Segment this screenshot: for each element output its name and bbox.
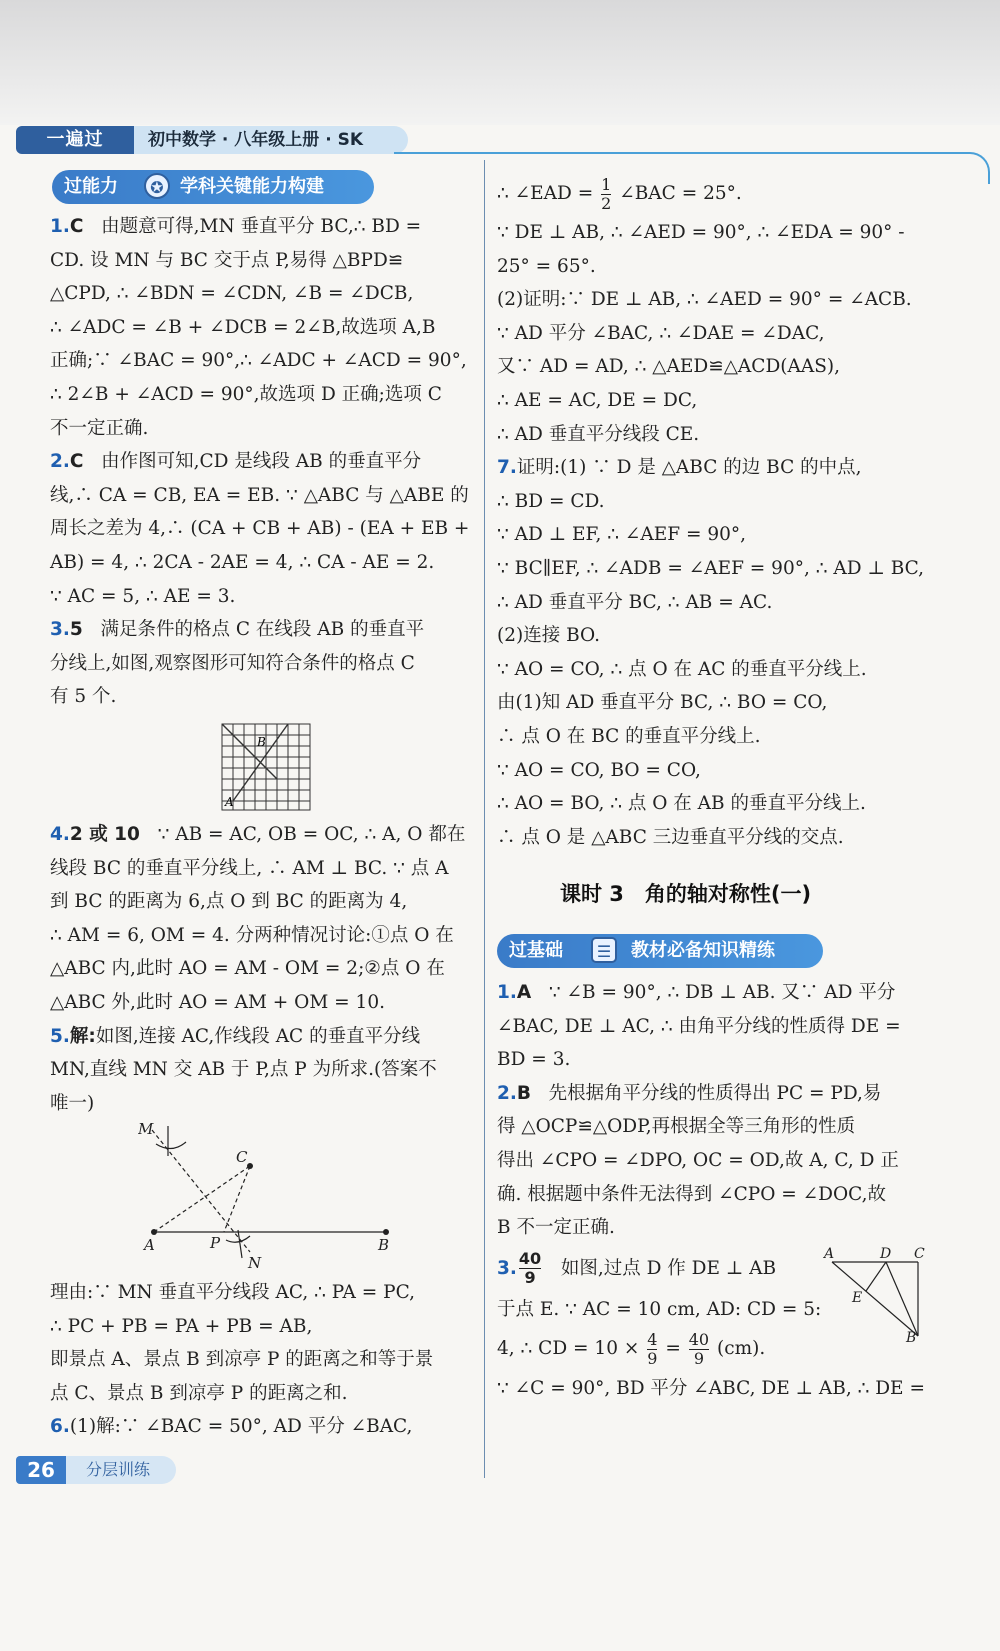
medal-icon: ✪ (144, 173, 170, 199)
q6-continue: ∴ ∠EAD = $\frac{1}{2}$ ∠BAC = 25°. (497, 174, 742, 213)
q7-line: ∵ AO = CO, ∴ 点 O 在 AC 的垂直平分线上. (497, 658, 867, 680)
basic-question-2: 2.B 先根据角平分线的性质得出 PC = PD,易 得 △OCP≌△ODP,再根据全等三角形的性质 得出 ∠CPO = ∠DPO, OC = OD,故 A, C, D 正 确. 根据题中条件无法得到 ∠CPO = ∠DOC,故 B 不一定正确. (497, 1077, 927, 1245)
b1-line: ∠BAC, DE ⊥ AC, ∴ 由角平分线的性质得 DE = (497, 1015, 901, 1037)
q7-line: ∴ AO = BO, ∴ 点 O 在 AB 的垂直平分线上. (497, 793, 866, 815)
fig5-label-n: N (248, 1254, 262, 1272)
b2-line: 得 △OCP≌△ODP,再根据全等三角形的性质 (497, 1116, 856, 1138)
b2-line: 确. 根据题中条件无法得到 ∠CPO = ∠DOC,故 (497, 1183, 887, 1205)
section-banner-ability (52, 170, 374, 204)
q6-line: ∴ AD 垂直平分线段 CE. (497, 423, 700, 445)
question-7: 7.证明:(1) ∵ D 是 △ABC 的边 BC 的中点, ∴ BD = CD. ∵ AD ⊥ EF, ∴ ∠AEF = 90°, ∵ BC∥EF, ∴ ∠ADB = ∠AEF = 90°, ∴ AD ⊥ BC, ∴ AD 垂直平分 BC, ∴ AB = AC. (2)连接 BO. ∵ AO = CO, ∴ 点 O 在 AC 的垂直平分线上. 由(1)知 AD 垂直平分 BC, ∴ BO = CO, ∴ 点 O 在 BC 的垂直平分线上. ∵ AO = CO, BO = CO, ∴ AO = BO, ∴ 点 O 在 AB 的垂直平分线上. ∴ 点 O 是 △ABC 三边垂直平分线的交点. (497, 451, 927, 854)
q6-line: (2)证明:∵ DE ⊥ AB, ∴ ∠AED = 90° = ∠ACB. (497, 289, 912, 311)
q3-line: 满足条件的格点 C 在线段 AB 的垂直平 (100, 619, 425, 641)
top-shadow (0, 0, 1000, 125)
q4-line: 线段 BC 的垂直平分线上, ∴ AM ⊥ BC. ∵ 点 A (50, 857, 449, 879)
b3-line: 于点 E. ∵ AC = 10 cm, AD: CD = 5: (497, 1298, 822, 1320)
q6-line: ∴ AE = AC, DE = DC, (497, 389, 698, 411)
q7-line: ∴ 点 O 是 △ABC 三边垂直平分线的交点. (497, 826, 844, 848)
column-divider (484, 160, 485, 1478)
q2-line: 线,∴ CA = CB, EA = EB. ∵ △ABC 与 △ABE 的 (50, 484, 469, 506)
b2-line: 先根据角平分线的性质得出 PC = PD,易 (548, 1082, 882, 1104)
fig5-label-m: M (138, 1120, 154, 1138)
q7-line: 由(1)知 AD 垂直平分 BC, ∴ BO = CO, (497, 692, 828, 714)
grid-figure (218, 720, 314, 814)
q6-line: ∵ AD 平分 ∠BAC, ∴ ∠DAE = ∠DAC, (497, 322, 825, 344)
question-2: 2.C 由作图可知,CD 是线段 AB 的垂直平分 线,∴ CA = CB, EA = EB. ∵ △ABC 与 △ABE 的 周长之差为 4,∴ (CA + CB + AB) - (EA + EB + AB) = 4, ∴ 2CA - 2AE = 4, ∴ CA - AE = 2. ∵ AC = 5, ∴ AE = 3. (50, 445, 478, 613)
answer-fraction: $\frac{40}{9}$ (518, 1249, 542, 1288)
fig5-label-b: B (378, 1236, 390, 1254)
left-column-end (50, 1276, 478, 1444)
q7-line: 证明:(1) ∵ D 是 △ABC 的边 BC 的中点, (516, 457, 862, 479)
tri-label-c: C (914, 1246, 925, 1262)
tri-label-e: E (852, 1290, 863, 1306)
q1-line: 不一定正确. (50, 417, 149, 439)
tri-label-a: A (824, 1246, 835, 1262)
q1-line: ∴ 2∠B + ∠ACD = 90°,故选项 D 正确;选项 C (50, 383, 442, 405)
q6-line: ∵ DE ⊥ AB, ∴ ∠AED = 90°, ∴ ∠EDA = 90° - (497, 222, 905, 243)
b2-line: 得出 ∠CPO = ∠DPO, OC = OD,故 A, C, D 正 (497, 1149, 899, 1171)
q6-line: 又∵ AD = AD, ∴ △AED≌△ACD(AAS), (497, 356, 840, 378)
b1-line: ∵ ∠B = 90°, ∴ DB ⊥ AB. 又∵ AD 平分 (548, 982, 896, 1003)
clipboard-icon: ☰ (591, 937, 617, 963)
banner-subtitle: 教材必备知识精练 (631, 940, 775, 961)
b1-line: BD = 3. (497, 1049, 571, 1071)
q4-line: 到 BC 的距离为 6,点 O 到 BC 的距离为 4, (50, 891, 408, 913)
q2-line: AB) = 4, ∴ 2CA - 2AE = 4, ∴ CA - AE = 2. (50, 551, 435, 573)
q5-reason-line: ∴ PC + PB = PA + PB = AB, (50, 1315, 313, 1337)
book-title: 初中数学 · 八年级上册 · SK (134, 126, 408, 154)
tri-label-b: B (906, 1330, 917, 1344)
construction-figure (138, 1118, 408, 1278)
section-banner-basics (497, 934, 823, 968)
q5-line: 如图,连接 AC,作线段 AC 的垂直平分线 (95, 1025, 421, 1047)
q2-line: ∵ AC = 5, ∴ AE = 3. (50, 585, 236, 607)
q4-line: △ABC 外,此时 AO = AM + OM = 10. (50, 991, 385, 1013)
fraction-result: $\frac{40}{9}$ (688, 1329, 710, 1368)
q5-reason-line: 理由:∵ MN 垂直平分线段 AC, ∴ PA = PC, (50, 1282, 415, 1303)
question-5: 5.解:如图,连接 AC,作线段 AC 的垂直平分线 MN,直线 MN 交 AB 于 P,点 P 为所求.(答案不 唯一) (50, 1020, 478, 1121)
q5-reason-line: 点 C、景点 B 到凉亭 P 的距离之和. (50, 1382, 348, 1404)
q1-line: 由题意可得,MN 垂直平分 BC,∴ BD = (101, 216, 422, 237)
header-rule (394, 152, 959, 154)
q3-line: 有 5 个. (50, 686, 117, 708)
fig5-label-a: A (144, 1236, 155, 1254)
right-column (497, 172, 927, 854)
q6-line: (1)解:∵ ∠BAC = 50°, AD 平分 ∠BAC, (69, 1416, 413, 1438)
q4-line: △ABC 内,此时 AO = AM - OM = 2;②点 O 在 (50, 958, 445, 980)
q6-line: 25° = 65°. (497, 255, 596, 277)
q5-reason-line: 即景点 A、景点 B 到凉亭 P 的距离之和等于景 (50, 1349, 434, 1371)
q2-line: 由作图可知,CD 是线段 AB 的垂直平分 (101, 451, 422, 473)
question-3: 3.5 满足条件的格点 C 在线段 AB 的垂直平 分线上,如图,观察图形可知符合条件的格点 C 有 5 个. (50, 613, 478, 714)
grid-label-a: A (225, 795, 234, 809)
b3-line: ∵ ∠C = 90°, BD 平分 ∠ABC, DE ⊥ AB, ∴ DE = (497, 1378, 925, 1400)
q7-line: ∴ AD 垂直平分 BC, ∴ AB = AC. (497, 591, 773, 613)
series-logo: 一遍过 (16, 126, 134, 154)
question-1: 1.C 由题意可得,MN 垂直平分 BC,∴ BD = CD. 设 MN 与 BC 交于点 P,易得 △BPD≌ △CPD, ∴ ∠BDN = ∠CDN, ∠B = ∠DCB, ∴ ∠ADC = ∠B + ∠DCB = 2∠B,故选项 A,B 正确;∵ ∠BAC = 90°,∴ ∠ADC + ∠ACD = 90°, ∴ 2∠B + ∠ACD = 90°,故选项 D 正确;选项 C 不一定正确. (50, 210, 478, 445)
q7-line: ∴ BD = CD. (497, 490, 605, 512)
q4-line: ∴ AM = 6, OM = 4. 分两种情况讨论:①点 O 在 (50, 924, 454, 946)
q5-line: 唯一) (50, 1092, 95, 1114)
q7-line: ∵ AD ⊥ EF, ∴ ∠AEF = 90°, (497, 524, 747, 546)
basic-question-1: 1.A ∵ ∠B = 90°, ∴ DB ⊥ AB. 又∵ AD 平分 ∠BAC, DE ⊥ AC, ∴ 由角平分线的性质得 DE = BD = 3. (497, 976, 927, 1077)
banner-subtitle: 学科关键能力构建 (180, 176, 324, 197)
left-column (50, 210, 478, 714)
b2-line: B 不一定正确. (497, 1217, 615, 1239)
q7-line: ∵ BC∥EF, ∴ ∠ADB = ∠AEF = 90°, ∴ AD ⊥ BC, (497, 557, 925, 579)
fraction-half: $\frac{1}{2}$ (601, 174, 612, 213)
q7-line: (2)连接 BO. (497, 625, 600, 647)
question-6: 6.(1)解:∵ ∠BAC = 50°, AD 平分 ∠BAC, (50, 1416, 413, 1438)
lesson-title: 课时 3 角的轴对称性(一) (560, 882, 812, 906)
tri-label-d: D (880, 1246, 892, 1262)
left-column-lower (50, 818, 478, 1120)
header-rule-curve (948, 152, 990, 184)
q1-line: CD. 设 MN 与 BC 交于点 P,易得 △BPD≌ (50, 249, 404, 271)
q1-line: 正确;∵ ∠BAC = 90°,∴ ∠ADC + ∠ACD = 90°, (50, 350, 467, 372)
page-header (16, 126, 976, 156)
fig5-label-p: P (210, 1234, 221, 1252)
q3-line: 分线上,如图,观察图形可知符合条件的格点 C (50, 652, 415, 674)
question-4: 4.2 或 10 ∵ AB = AC, OB = OC, ∴ A, O 都在 线段 BC 的垂直平分线上, ∴ AM ⊥ BC. ∵ 点 A 到 BC 的距离为 6,点 O 到 BC 的距离为 4, ∴ AM = 6, OM = 4. 分两种情况讨论:①点 O 在 △ABC 内,此时 AO = AM - OM = 2;②点 O 在 △ABC 外,此时 AO = AM + OM = 10. (50, 818, 478, 1020)
basic-question-3: 3. $\frac{40}{9}$ 如图,过点 D 作 DE ⊥ AB 于点 E. ∵ AC = 10 cm, AD: CD = 5: 4, ∴ CD = 10 × $\frac{4}{9}$ = $\frac{40}{9}$ (cm). ∵ ∠C = 90°, BD 平分 ∠ABC, DE ⊥ AB, ∴ DE = (497, 1245, 927, 1406)
banner-label: 过能力 (64, 176, 118, 197)
banner-label: 过基础 (509, 940, 563, 961)
b3-line: 如图,过点 D 作 DE ⊥ AB (560, 1257, 777, 1279)
q1-line: △CPD, ∴ ∠BDN = ∠CDN, ∠B = ∠DCB, (50, 283, 414, 305)
q1-line: ∴ ∠ADC = ∠B + ∠DCB = 2∠B,故选项 A,B (50, 316, 436, 338)
q4-line: ∵ AB = AC, OB = OC, ∴ A, O 都在 (157, 824, 466, 845)
q7-line: ∵ AO = CO, BO = CO, (497, 759, 701, 781)
fraction-four-ninths: $\frac{4}{9}$ (647, 1329, 658, 1368)
triangle-figure (822, 1244, 932, 1344)
grid-label-b: B (257, 735, 266, 749)
q2-line: 周长之差为 4,∴ (CA + CB + AB) - (EA + EB + (50, 518, 470, 540)
q5-line: MN,直线 MN 交 AB 于 P,点 P 为所求.(答案不 (50, 1059, 437, 1081)
page-number: 26 (16, 1456, 66, 1484)
b3-calc-line: 4, ∴ CD = 10 × $\frac{4}{9}$ = $\frac{40}{9}$ (cm). (497, 1329, 766, 1368)
footer-label: 分层训练 (66, 1456, 176, 1484)
q7-line: ∴ 点 O 在 BC 的垂直平分线上. (497, 725, 761, 747)
fig5-label-c: C (236, 1148, 248, 1166)
